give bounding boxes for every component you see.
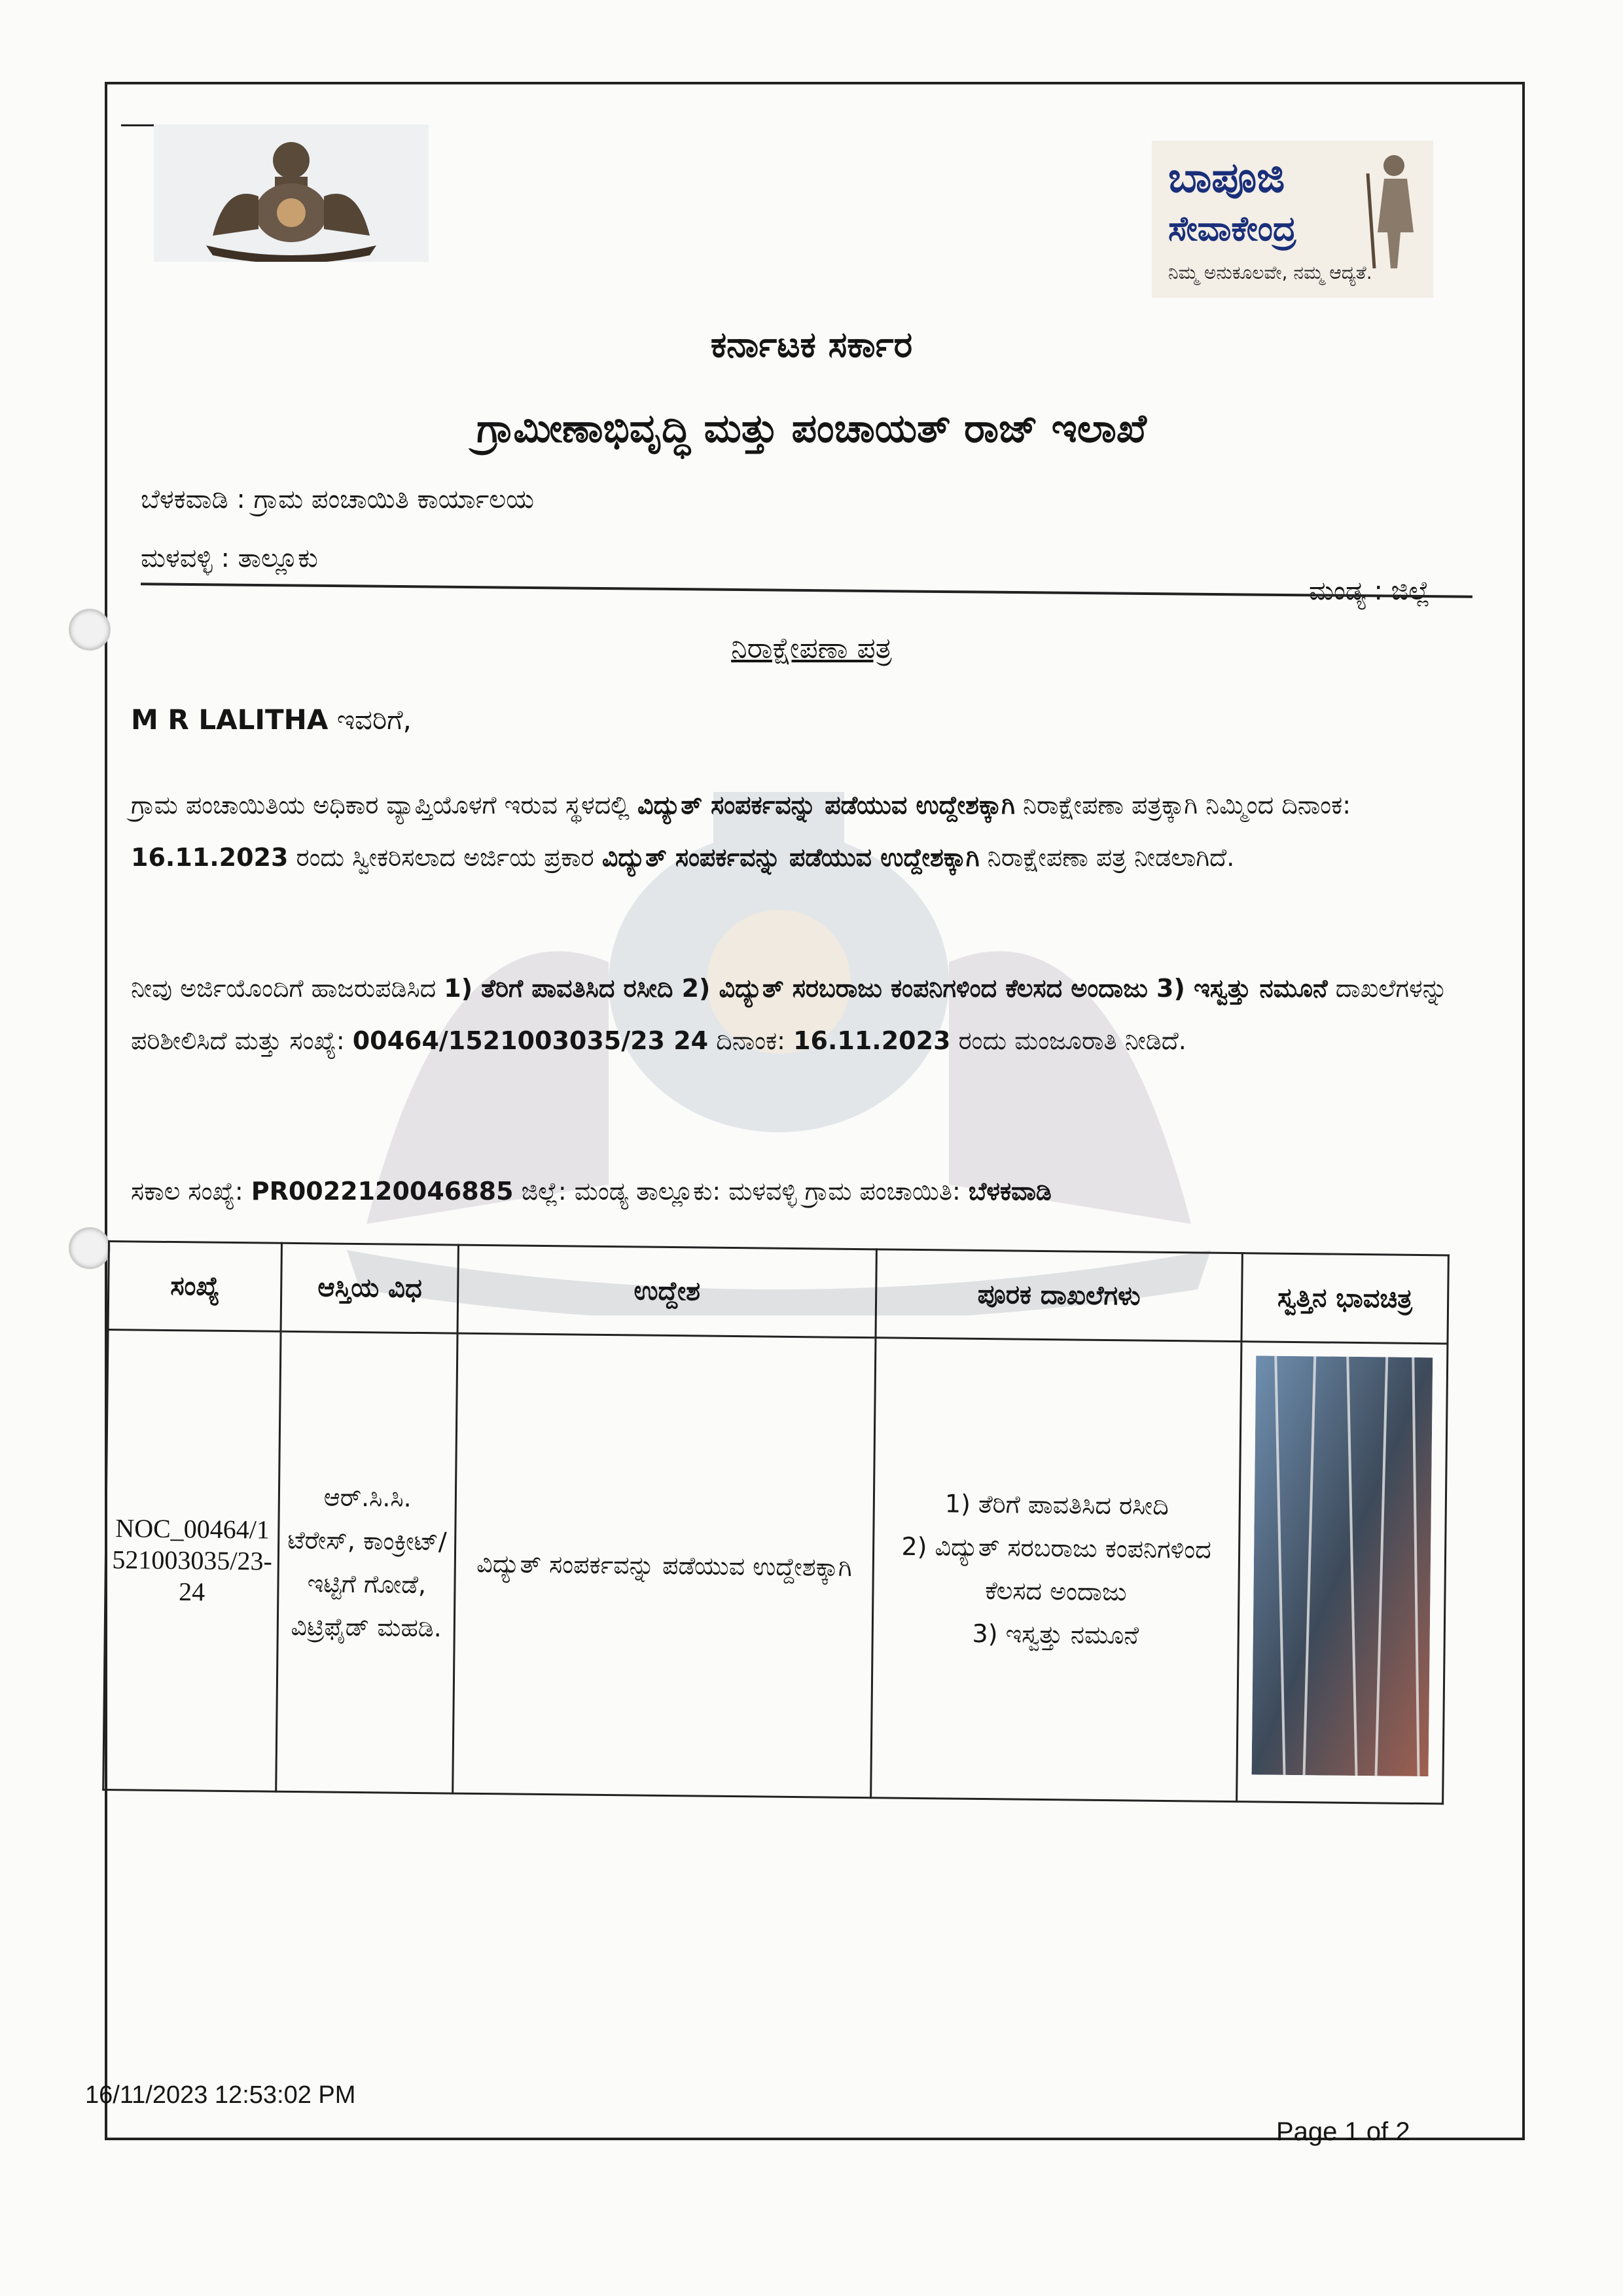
office-line: ಬೆಳಕವಾಡಿ : ಗ್ರಾಮ ಪಂಚಾಯಿತಿ ಕಾರ್ಯಾಲಯ bbox=[141, 484, 535, 514]
noc-table bbox=[102, 1240, 1450, 1804]
sakala-label: ಸಕಾಲ ಸಂಖ್ಯೆ: bbox=[131, 1177, 251, 1206]
print-timestamp: 16/11/2023 12:53:02 PM bbox=[85, 2081, 356, 2109]
p1-purpose: ವಿದ್ಯುತ್ ಸಂಪರ್ಕವನ್ನು ಪಡೆಯುವ ಉದ್ದೇಶಕ್ಕಾಗಿ bbox=[637, 791, 1015, 819]
p2-text-d: ದಿನಾಂಕ: bbox=[708, 1026, 794, 1055]
p2-documents: 1) ತೆರಿಗೆ ಪಾವತಿಸಿದ ರಸೀದಿ 2) ವಿದ್ಯುತ್ ಸರಬರಾಜು ಕಂಪನಿಗಳಿಂದ ಕೆಲಸದ ಅಂದಾಜು 3) ಇಸ್ವತ್ತು ನಮೂನೆ bbox=[444, 974, 1328, 1003]
p2-number: 00464/1521003035/23 24 bbox=[352, 1026, 709, 1055]
col-purpose-header: ಉದ್ದೇಶ bbox=[457, 1245, 876, 1338]
col-documents-header: ಪೂರಕ ದಾಖಲೆಗಳು bbox=[876, 1249, 1242, 1342]
property-photo bbox=[1252, 1355, 1433, 1776]
logo-subtitle: ಸೇವಾಕೇಂದ್ರ bbox=[1168, 209, 1296, 249]
logo-name: ಬಾಪೂಜಿ bbox=[1168, 154, 1285, 202]
p1-text-c: ನಿರಾಕ್ಷೇಪಣಾ ಪತ್ರಕ್ಕಾಗಿ ನಿಮ್ಮಿಂದ ದಿನಾಂಕ: bbox=[1014, 791, 1351, 819]
property-type: ಆರ್.ಸಿ.ಸಿ. ಟೆರೇಸ್, ಕಾಂಕ್ರೀಟ್/ಇಟ್ಟಿಗೆ ಗೋಡೆ, ವಿಟ್ರಿಫೈಡ್ ಮಹಡಿ. bbox=[287, 1482, 447, 1643]
paragraph-approval bbox=[131, 962, 1479, 1067]
noc-number: NOC_00464/1521003035/23-24 bbox=[112, 1513, 273, 1607]
district-line: ಮಂಡ್ಯ : ಜಿಲ್ಲೆ bbox=[1309, 576, 1430, 606]
p1-text-f: ನಿರಾಕ್ಷೇಪಣಾ ಪತ್ರ ನೀಡಲಾಗಿದೆ. bbox=[979, 843, 1235, 872]
cell-noc-number bbox=[103, 1330, 281, 1792]
p2-text-a: ನೀವು ಅರ್ಜಿಯೊಂದಿಗೆ ಹಾಜರುಪಡಿಸಿದ bbox=[131, 974, 444, 1003]
sakala-gp: ಬೆಳಕವಾಡಿ bbox=[968, 1177, 1052, 1206]
gandhi-figure-icon bbox=[1355, 147, 1427, 272]
col-property-type-header: ಆಸ್ತಿಯ ವಿಧ bbox=[281, 1243, 459, 1333]
sakala-number: PR0022120046885 bbox=[251, 1177, 514, 1206]
cell-property-type bbox=[276, 1331, 457, 1793]
cell-photo bbox=[1237, 1342, 1448, 1804]
cell-documents bbox=[871, 1338, 1241, 1802]
paragraph-application bbox=[131, 779, 1479, 884]
addressee-suffix: ಇವರಿಗೆ, bbox=[328, 704, 412, 736]
department-title: ಗ್ರಾಮೀಣಾಭಿವೃದ್ಧಿ ಮತ್ತು ಪಂಚಾಯತ್ ರಾಜ್ ಇಲಾಖೆ bbox=[476, 406, 1147, 452]
p2-date: 16.11.2023 bbox=[793, 1026, 951, 1055]
paragraph-sakala bbox=[131, 1165, 1479, 1217]
gov-title: ಕರ್ನಾಟಕ ಸರ್ಕಾರ bbox=[710, 324, 913, 365]
p1-date: 16.11.2023 bbox=[131, 843, 289, 872]
cell-purpose bbox=[453, 1333, 876, 1798]
bapuji-logo bbox=[1152, 141, 1433, 298]
table-header-row bbox=[108, 1242, 1448, 1344]
p2-text-e: ರಂದು ಮಂಜೂರಾತಿ ನೀಡಿದೆ. bbox=[950, 1026, 1186, 1055]
addressee bbox=[131, 694, 1479, 746]
p2-text-c: ದಾಖಲೆಗಳನ್ನು ಪರಿಶೀಲಿಸಿದೆ ಮತ್ತು ಸಂಖ್ಯೆ: bbox=[131, 974, 1448, 1055]
purpose: ವಿದ್ಯುತ್ ಸಂಪರ್ಕವನ್ನು ಪಡೆಯುವ ಉದ್ದೇಶಕ್ಕಾಗಿ bbox=[476, 1549, 852, 1582]
addressee-name: M R LALITHA bbox=[131, 704, 329, 736]
document-item: 1) ತೆರಿಗೆ ಪಾವತಿಸಿದ ರಸೀದಿ bbox=[944, 1489, 1169, 1520]
table-row bbox=[103, 1330, 1448, 1804]
p1-text-a: ಗ್ರಾಮ ಪಂಚಾಯಿತಿಯ ಅಧಿಕಾರ ವ್ಯಾಪ್ತಿಯೊಳಗೆ ಇರುವ ಸ್ಥಳದಲ್ಲಿ bbox=[131, 791, 637, 819]
col-number-header: ಸಂಖ್ಯೆ bbox=[108, 1242, 282, 1332]
punch-hole bbox=[69, 1227, 111, 1269]
taluk-line: ಮಳವಳ್ಳಿ : ತಾಲ್ಲೂಕು bbox=[141, 543, 318, 573]
document-item: 3) ಇಸ್ವತ್ತು ನಮೂನೆ bbox=[972, 1619, 1139, 1650]
p1-purpose-2: ವಿದ್ಯುತ್ ಸಂಪರ್ಕವನ್ನು ಪಡೆಯುವ ಉದ್ದೇಶಕ್ಕಾಗಿ bbox=[601, 843, 980, 872]
karnataka-emblem-icon bbox=[154, 124, 429, 262]
col-photo-header: ಸ್ವತ್ತಿನ ಭಾವಚಿತ್ರ bbox=[1241, 1253, 1448, 1344]
sakala-location: ಜಿಲ್ಲೆ: ಮಂಡ್ಯ ತಾಲ್ಲೂಕು: ಮಳವಳ್ಳಿ ಗ್ರಾಮ ಪಂಚಾಯಿತಿ: bbox=[513, 1177, 969, 1206]
document-item: 2) ವಿದ್ಯುತ್ ಸರಬರಾಜು ಕಂಪನಿಗಳಿಂದ ಕೆಲಸದ ಅಂದಾಜು bbox=[901, 1532, 1212, 1607]
page-indicator: Page 1 of 2 bbox=[1276, 2117, 1410, 2146]
p1-text-d: ರಂದು ಸ್ವೀಕರಿಸಲಾದ ಅರ್ಜಿಯ ಪ್ರಕಾರ bbox=[288, 843, 602, 872]
document-title: ನಿರಾಕ್ಷೇಪಣಾ ಪತ್ರ bbox=[731, 632, 892, 665]
logo-tagline: ನಿಮ್ಮ ಅನುಕೂಲವೇ, ನಮ್ಮ ಆದ್ಯತೆ. bbox=[1168, 262, 1372, 283]
